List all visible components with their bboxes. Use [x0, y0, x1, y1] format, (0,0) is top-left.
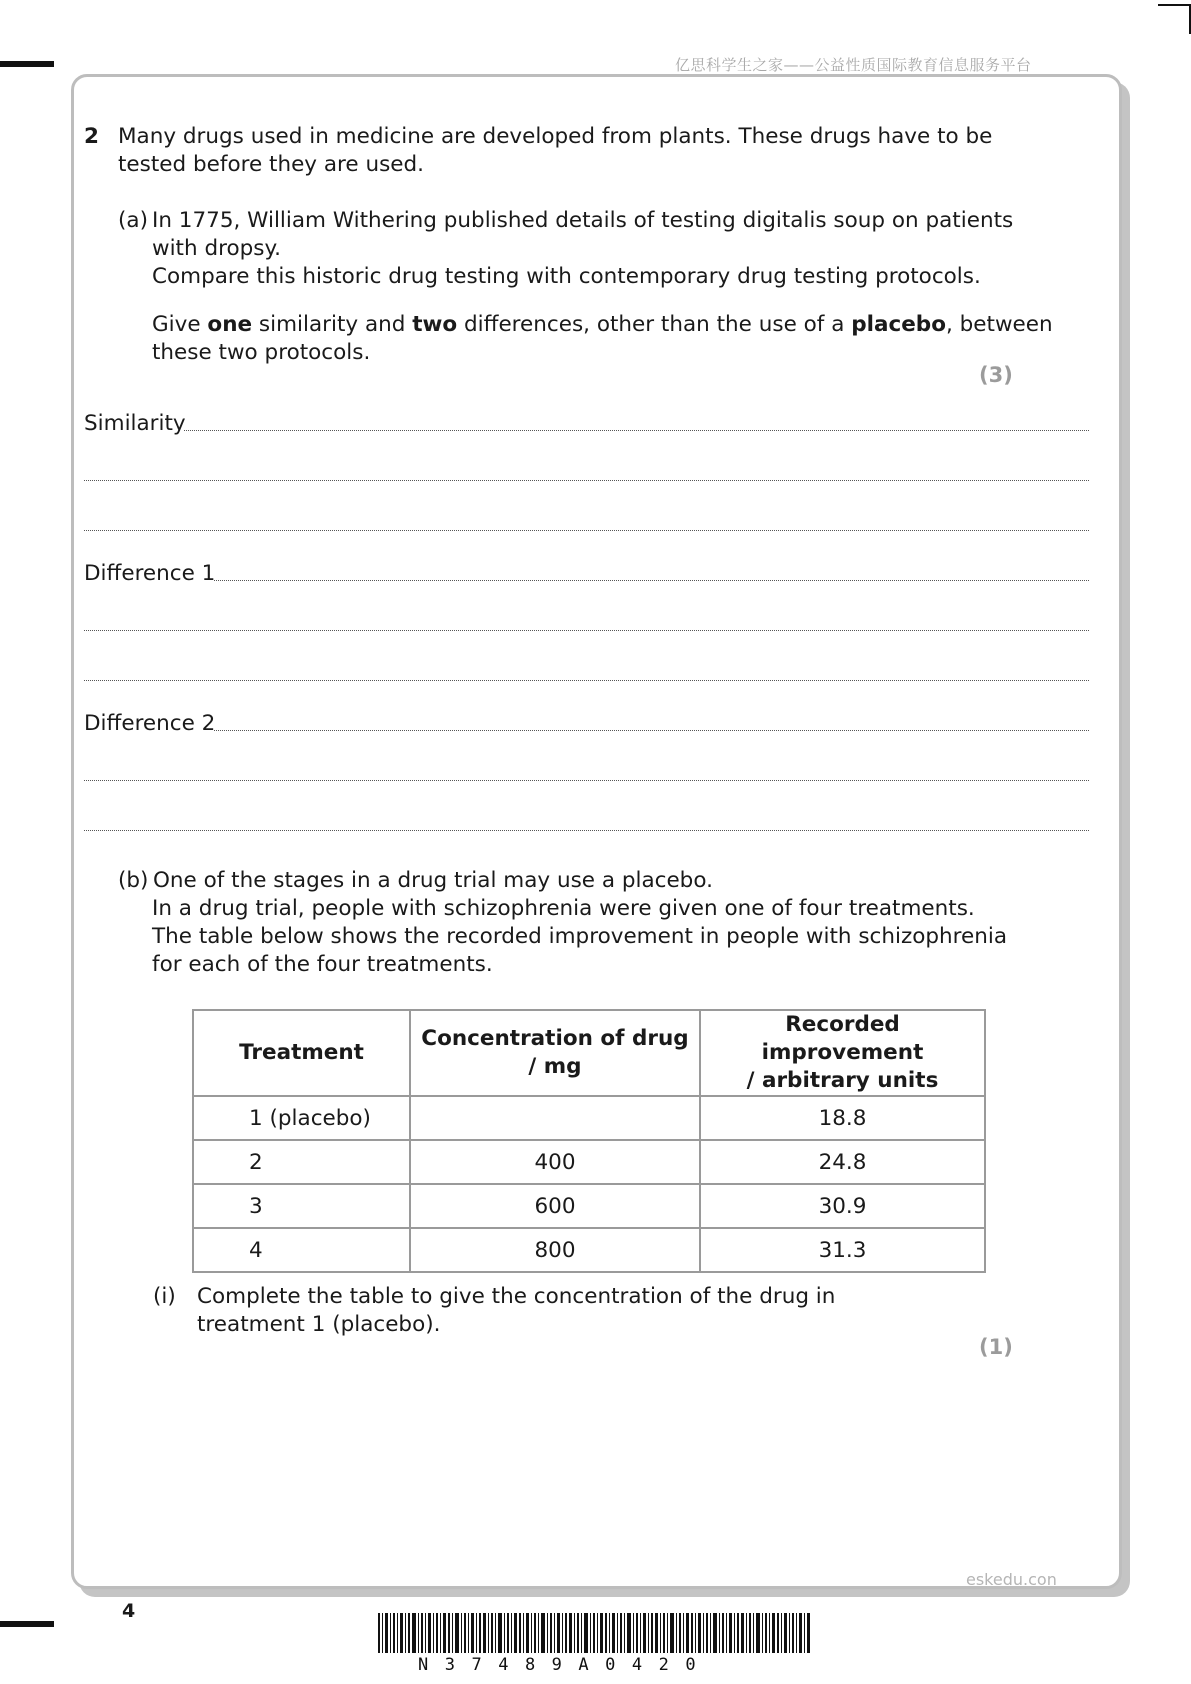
instruction-text: differences, other than the use of a — [457, 312, 852, 337]
question-intro-line2: tested before they are used. — [118, 152, 425, 177]
emphasis-two: two — [412, 312, 458, 337]
part-a-line2: with dropsy. — [152, 236, 281, 261]
header-text: Treatment — [239, 1040, 364, 1065]
similarity-answer-line-1[interactable] — [184, 430, 1089, 431]
sub-i-line2: treatment 1 (placebo). — [197, 1312, 441, 1337]
concentration-cell-blank[interactable] — [410, 1096, 700, 1140]
part-a-instruction-line2: these two protocols. — [152, 340, 371, 365]
similarity-answer-line-3[interactable] — [84, 530, 1089, 531]
table-row — [193, 1140, 985, 1184]
concentration-cell: 600 — [410, 1184, 700, 1228]
question-number: 2 — [84, 124, 99, 149]
sub-i-line1: Complete the table to give the concentration of the drug in — [197, 1284, 836, 1309]
instruction-text: Give — [152, 312, 208, 337]
similarity-label: Similarity — [84, 411, 186, 436]
header-text: Recorded improvement — [761, 1012, 924, 1065]
table-row — [193, 1096, 985, 1140]
question-frame — [71, 74, 1122, 1589]
table-row — [193, 1184, 985, 1228]
difference1-label: Difference 1 — [84, 561, 216, 586]
improvement-cell: 18.8 — [700, 1096, 985, 1140]
part-b-line4: for each of the four treatments. — [152, 952, 493, 977]
part-a-instruction — [152, 311, 1053, 339]
similarity-answer-line-2[interactable] — [84, 480, 1089, 481]
difference2-answer-line-2[interactable] — [84, 780, 1089, 781]
part-a-line3: Compare this historic drug testing with contemporary drug testing protocols. — [152, 264, 981, 289]
header-watermark: 亿思科学生之家——公益性质国际教育信息服务平台 — [675, 56, 1032, 74]
table-header-improvement — [700, 1010, 985, 1096]
emphasis-one: one — [207, 312, 253, 337]
part-b-label: (b) — [118, 868, 149, 893]
instruction-text: , between — [945, 312, 1053, 337]
treatment-results-table — [192, 1009, 986, 1273]
table-header-row — [193, 1010, 985, 1096]
part-b-line3: The table below shows the recorded improvement in people with schizophrenia — [152, 924, 1008, 949]
concentration-cell: 400 — [410, 1140, 700, 1184]
table-header-concentration — [410, 1010, 700, 1096]
instruction-text: similarity and — [252, 312, 413, 337]
footer-watermark: eskedu.con — [966, 1570, 1057, 1589]
part-a-marks: (3) — [979, 363, 1013, 387]
difference2-label: Difference 2 — [84, 711, 216, 736]
treatment-cell: 2 — [193, 1140, 410, 1184]
treatment-cell: 3 — [193, 1184, 410, 1228]
sub-i-label: (i) — [153, 1284, 176, 1309]
corner-mark-horizontal — [1158, 4, 1191, 6]
table-header-treatment — [193, 1010, 410, 1096]
improvement-cell: 31.3 — [700, 1228, 985, 1272]
part-b-line2: In a drug trial, people with schizophrenia were given one of four treatments. — [152, 896, 975, 921]
treatment-cell: 1 (placebo) — [193, 1096, 410, 1140]
difference2-answer-line-1[interactable] — [214, 730, 1089, 731]
table-row — [193, 1228, 985, 1272]
difference1-answer-line-2[interactable] — [84, 630, 1089, 631]
improvement-cell: 24.8 — [700, 1140, 985, 1184]
registration-mark-top-left — [0, 61, 54, 67]
question-intro-line1: Many drugs used in medicine are developed from plants. These drugs have to be — [118, 124, 993, 149]
emphasis-placebo: placebo — [851, 312, 946, 337]
header-unit: / arbitrary units — [746, 1068, 939, 1093]
barcode-image — [378, 1613, 810, 1653]
difference1-answer-line-1[interactable] — [214, 580, 1089, 581]
difference2-answer-line-3[interactable] — [84, 830, 1089, 831]
page-number: 4 — [122, 1600, 136, 1622]
registration-mark-bottom-left — [0, 1621, 54, 1627]
barcode-text: N37489A0420 — [418, 1655, 713, 1675]
part-b-line1: One of the stages in a drug trial may use a placebo. — [153, 868, 713, 893]
improvement-cell: 30.9 — [700, 1184, 985, 1228]
treatment-cell: 4 — [193, 1228, 410, 1272]
header-text: Concentration of drug — [421, 1026, 689, 1051]
difference1-answer-line-3[interactable] — [84, 680, 1089, 681]
sub-i-marks: (1) — [979, 1335, 1013, 1359]
concentration-cell: 800 — [410, 1228, 700, 1272]
part-a-line1: In 1775, William Withering published details of testing digitalis soup on patients — [152, 208, 1014, 233]
part-a-label: (a) — [118, 208, 148, 233]
header-unit: / mg — [528, 1054, 582, 1079]
